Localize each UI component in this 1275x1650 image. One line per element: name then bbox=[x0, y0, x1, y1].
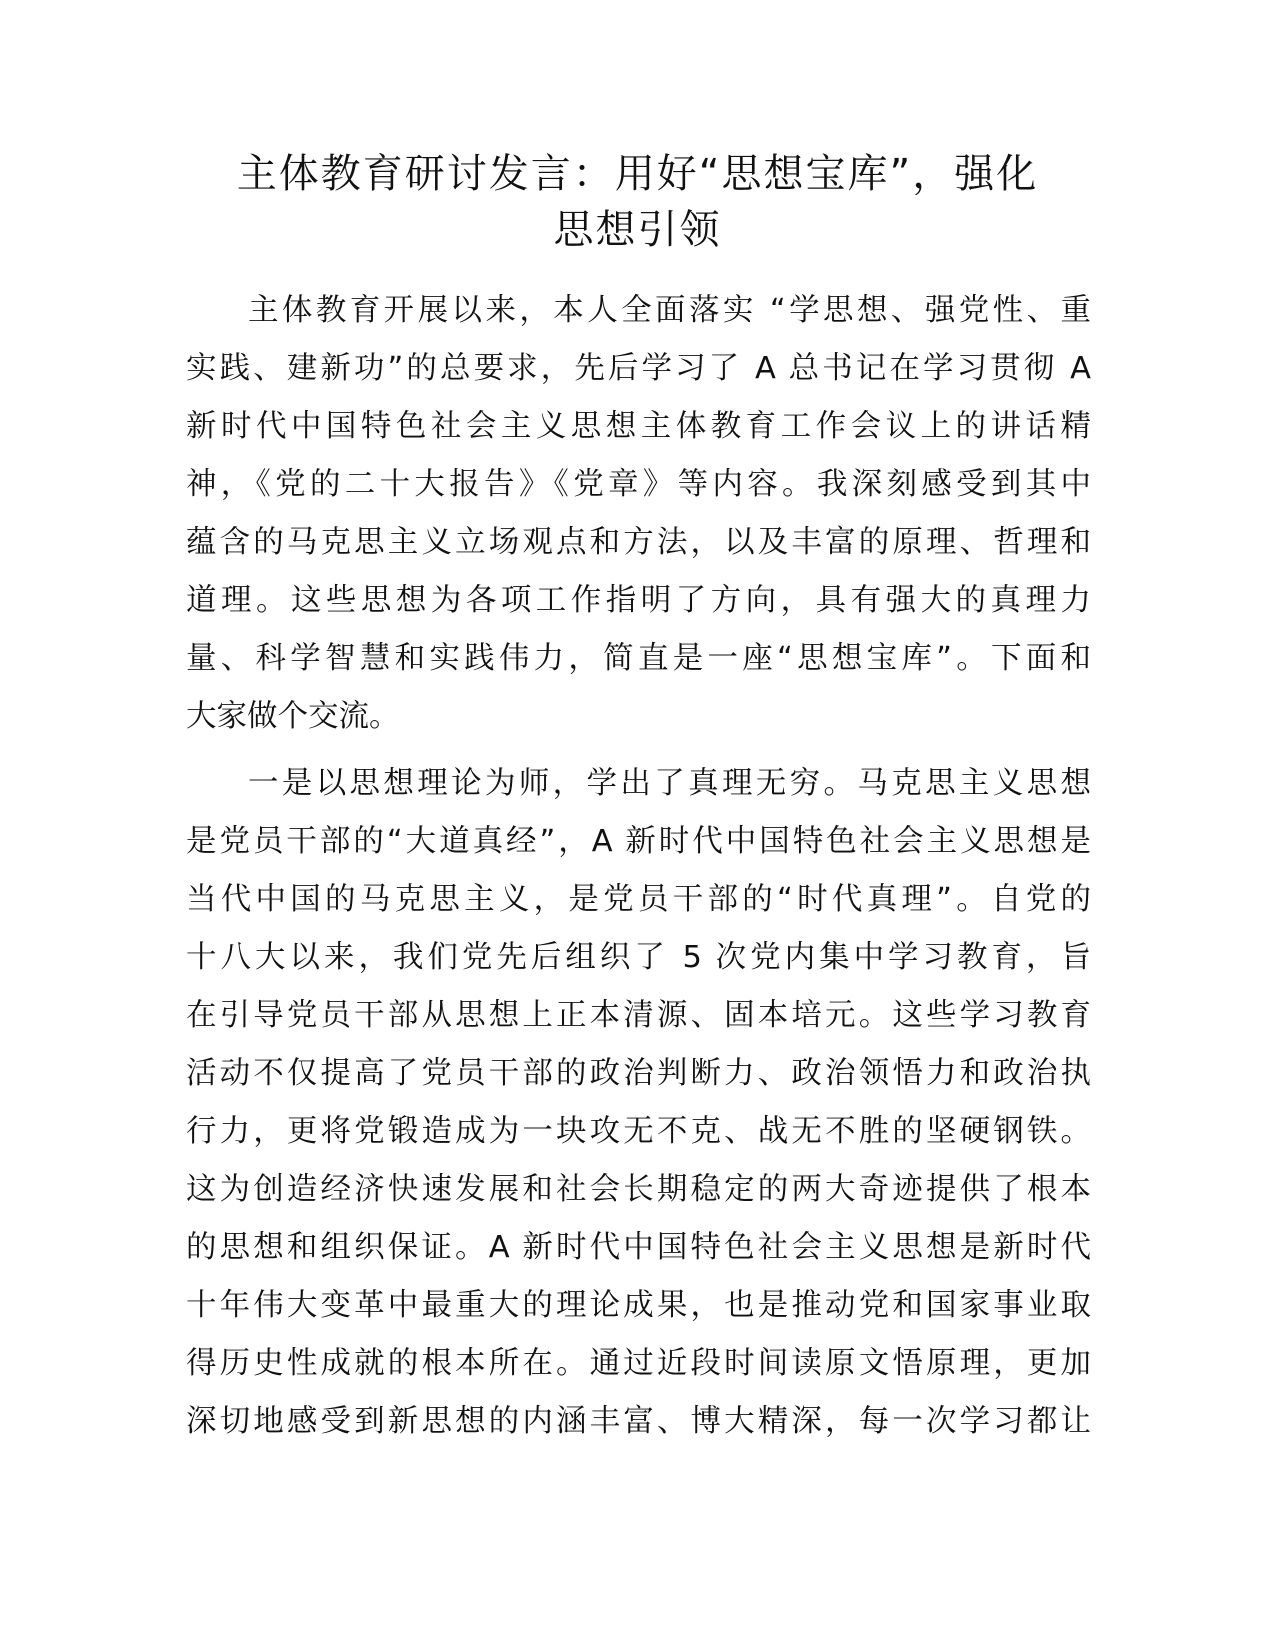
text-line: 主体教育开展以来，本人全面落实 “学思想、强党性、重 bbox=[248, 293, 1091, 328]
text-line: 行力，更将党锻造成为一块攻无不克、战无不胜的坚硬钢铁。 bbox=[186, 1114, 1091, 1149]
text-line: 道理。这些思想为各项工作指明了方向，具有强大的真理力 bbox=[186, 583, 1091, 618]
text-line: 得历史性成就的根本所在。通过近段时间读原文悟原理，更加 bbox=[186, 1346, 1091, 1381]
text-line: 这为创造经济快速发展和社会长期稳定的两大奇迹提供了根本 bbox=[186, 1172, 1091, 1207]
paragraph-intro bbox=[186, 282, 1091, 746]
text-line: 一是以思想理论为师，学出了真理无穷。马克思主义思想 bbox=[248, 766, 1091, 801]
text-line: 十八大以来，我们党先后组织了 5 次党内集中学习教育，旨 bbox=[186, 940, 1091, 975]
text-line: 实践、建新功”的总要求，先后学习了 A 总书记在学习贯彻 A bbox=[186, 351, 1091, 386]
text-line: 新时代中国特色社会主义思想主体教育工作会议上的讲话精 bbox=[186, 409, 1091, 444]
text-line: 十年伟大变革中最重大的理论成果，也是推动党和国家事业取 bbox=[186, 1288, 1091, 1323]
text-line: 的思想和组织保证。A 新时代中国特色社会主义思想是新时代 bbox=[186, 1230, 1091, 1265]
document-title bbox=[170, 146, 1105, 258]
text-line: 蕴含的马克思主义立场观点和方法，以及丰富的原理、哲理和 bbox=[186, 525, 1091, 560]
title-line: 思想引领 bbox=[553, 207, 722, 253]
text-line: 神，《党的二十大报告》《党章》等内容。我深刻感受到其中 bbox=[186, 467, 1091, 502]
text-line: 量、科学智慧和实践伟力，简直是一座“思想宝库”。下面和 bbox=[186, 641, 1091, 676]
text-line: 活动不仅提高了党员干部的政治判断力、政治领悟力和政治执 bbox=[186, 1056, 1091, 1091]
document-body bbox=[186, 282, 1091, 1451]
text-line: 在引导党员干部从思想上正本清源、固本培元。这些学习教育 bbox=[186, 998, 1091, 1033]
text-line: 大家做个交流。 bbox=[186, 699, 400, 734]
paragraph-point-one bbox=[186, 755, 1091, 1451]
title-line: 主体教育研讨发言：用好“思想宝库”，强化 bbox=[236, 151, 1039, 197]
text-line: 当代中国的马克思主义，是党员干部的“时代真理”。自党的 bbox=[186, 882, 1091, 917]
text-line: 是党员干部的“大道真经”，A 新时代中国特色社会主义思想是 bbox=[186, 824, 1091, 859]
text-line: 深切地感受到新思想的内涵丰富、博大精深，每一次学习都让 bbox=[186, 1404, 1091, 1439]
